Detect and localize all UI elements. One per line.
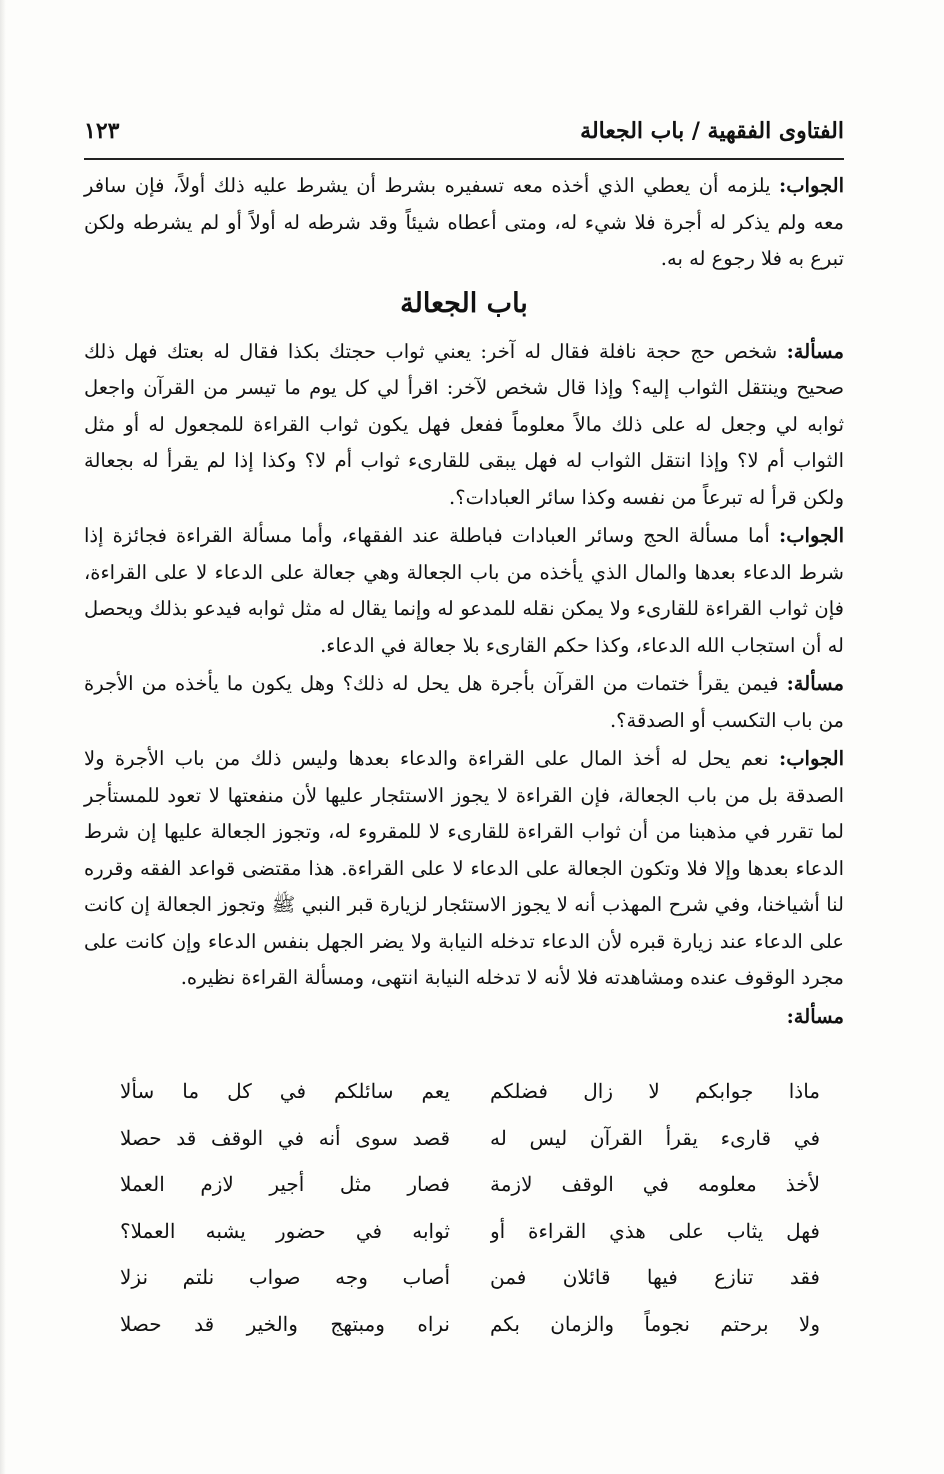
- poem-verse: [120, 1115, 820, 1162]
- question-label: مسألة:: [786, 672, 844, 695]
- verse-first-half: لأخذ معلومه في الوقف لازمة: [490, 1172, 820, 1196]
- answer-text: يلزمه أن يعطي الذي أخذه معه تسفيره بشرط أن يشرط عليه ذلك أولاً، فإن سافر معه ولم يذكر له أجرة فلا شيء له، ومتى أعطاه شيئاً وقد شرطه له أولاً أو لم يشرطه ولكن تبرع به فلا رجوع له به.: [84, 174, 844, 270]
- answer-paragraph: [84, 741, 844, 997]
- verse-first-half: في قارىء يقرأ القرآن ليس له: [490, 1125, 820, 1150]
- poem-verse: [120, 1208, 820, 1255]
- verse-first-half: فقد تنازع فيها قائلان فمن: [490, 1265, 820, 1289]
- answer-label: الجواب:: [779, 174, 844, 197]
- answer-text: أما مسألة الحج وسائر العبادات فباطلة عند الفقهاء، وأما مسألة القراءة فجائزة إذا شرط الدعاء بعدها والمال الذي يأخذه من باب الجعالة وهي جعالة على الدعاء لا على القراءة، فإن ثواب القراءة للقارىء ولا يمكن نقله للمدعو له وإنما يقال له مثل ثوابه فيدعو بذلك ويحصل له أن استجاب الله الدعاء، وكذا حكم القارىء بلا جعالة في الدعاء.: [84, 524, 844, 657]
- verse-second-half: فصار مثل أجير لازم العملا: [120, 1172, 450, 1196]
- header-title: الفتاوى الفقهية / باب الجعالة: [580, 118, 844, 144]
- answer-paragraph: [84, 518, 844, 664]
- question-text: شخص حج حجة نافلة فقال له آخر: يعني ثواب حجتك بكذا فقال له بعتك فهل ذلك صحيح وينتقل الثواب إليه؟ وإذا قال شخص لآخر: اقرأ لي كل يوم ما تيسر من القرآن واجعل ثوابه لي وجعل له على ذلك مالاً معلوماً ففعل فهل يكون ثواب القراءة للمجعول له أو مثل الثواب أم لا؟ وإذا انتقل الثواب له فهل يبقى للقارىء ثواب أم لا؟ وكذا إذا لم يقرأ له بجعالة ولكن قرأ له تبرعاً من نفسه وكذا سائر العبادات؟.: [84, 339, 844, 509]
- scan-edge-shadow: [0, 0, 6, 1474]
- header-divider: [84, 158, 844, 160]
- section-title: باب الجعالة: [400, 287, 528, 319]
- poem-verse: [120, 1301, 820, 1348]
- page-number: ١٢٣: [84, 118, 120, 144]
- question-text: فيمن يقرأ ختمات من القرآن بأجرة هل يحل له ذلك؟ وهل يكون ما يأخذه من الأجرة من باب التكسب أو الصدقة؟.: [84, 672, 844, 732]
- verse-second-half: أصاب وجه صواب نلتم نزلا: [120, 1265, 450, 1289]
- poem: [120, 1068, 820, 1347]
- answer-text: نعم يحل له أخذ المال على القراءة والدعاء بعدها وليس ذلك من باب الأجرة ولا الصدقة بل من باب الجعالة، فإن القراءة لا يجوز الاستئجار عليها لأن منفعتها لا تعود للمستأجر لما تقرر في مذهبنا من أن ثواب القراءة للقارىء لا للمقروء له، وتجوز الجعالة عليها إن شرط الدعاء بعدها وإلا فلا وتكون الجعالة على الدعاء لا على القراءة. هذا مقتضى قواعد الفقه وقرره لنا أشياخنا، وفي شرح المهذب أنه لا يجوز الاستئجار لزيارة قبر النبي ﷺ وتجوز الجعالة إن كانت على الدعاء عند زيارة قبره لأن الدعاء تدخله النيابة ولا يضر الجهل بنفس الدعاء وإن كانت على مجرد الوقوف عنده ومشاهدته فلا لأنه لا تدخله النيابة انتهى، ومسألة القراءة نظيره.: [84, 747, 844, 989]
- answer-label: الجواب:: [779, 524, 844, 547]
- intro-answer-paragraph: [84, 168, 844, 278]
- running-header: [84, 116, 844, 156]
- verse-second-half: يعم سائلكم في كل ما سألا: [120, 1079, 450, 1103]
- poem-verse: [120, 1254, 820, 1301]
- answer-label: الجواب:: [779, 747, 844, 770]
- question-paragraph: [84, 666, 844, 739]
- poem-verse: [120, 1068, 820, 1115]
- poem-question-label: مسألة:: [786, 1004, 844, 1028]
- question-label: مسألة:: [786, 339, 844, 363]
- verse-first-half: ولا برحتم نجوماً والزمان بكم: [490, 1311, 820, 1336]
- verse-second-half: نراه ومبتهج والخير قد حصلا: [120, 1311, 450, 1336]
- page-body: [84, 168, 844, 1041]
- poem-verse: [120, 1161, 820, 1208]
- verse-first-half: ماذا جوابكم لا زال فضلكم: [490, 1079, 820, 1103]
- verse-second-half: قصد سوى أنه في الوقف قد حصلا: [120, 1125, 450, 1150]
- verse-second-half: ثوابه في حضور يشبه العملا؟: [120, 1218, 450, 1243]
- verse-first-half: فهل يثاب على هذي القراءة أو: [490, 1218, 820, 1243]
- question-paragraph: [84, 334, 844, 517]
